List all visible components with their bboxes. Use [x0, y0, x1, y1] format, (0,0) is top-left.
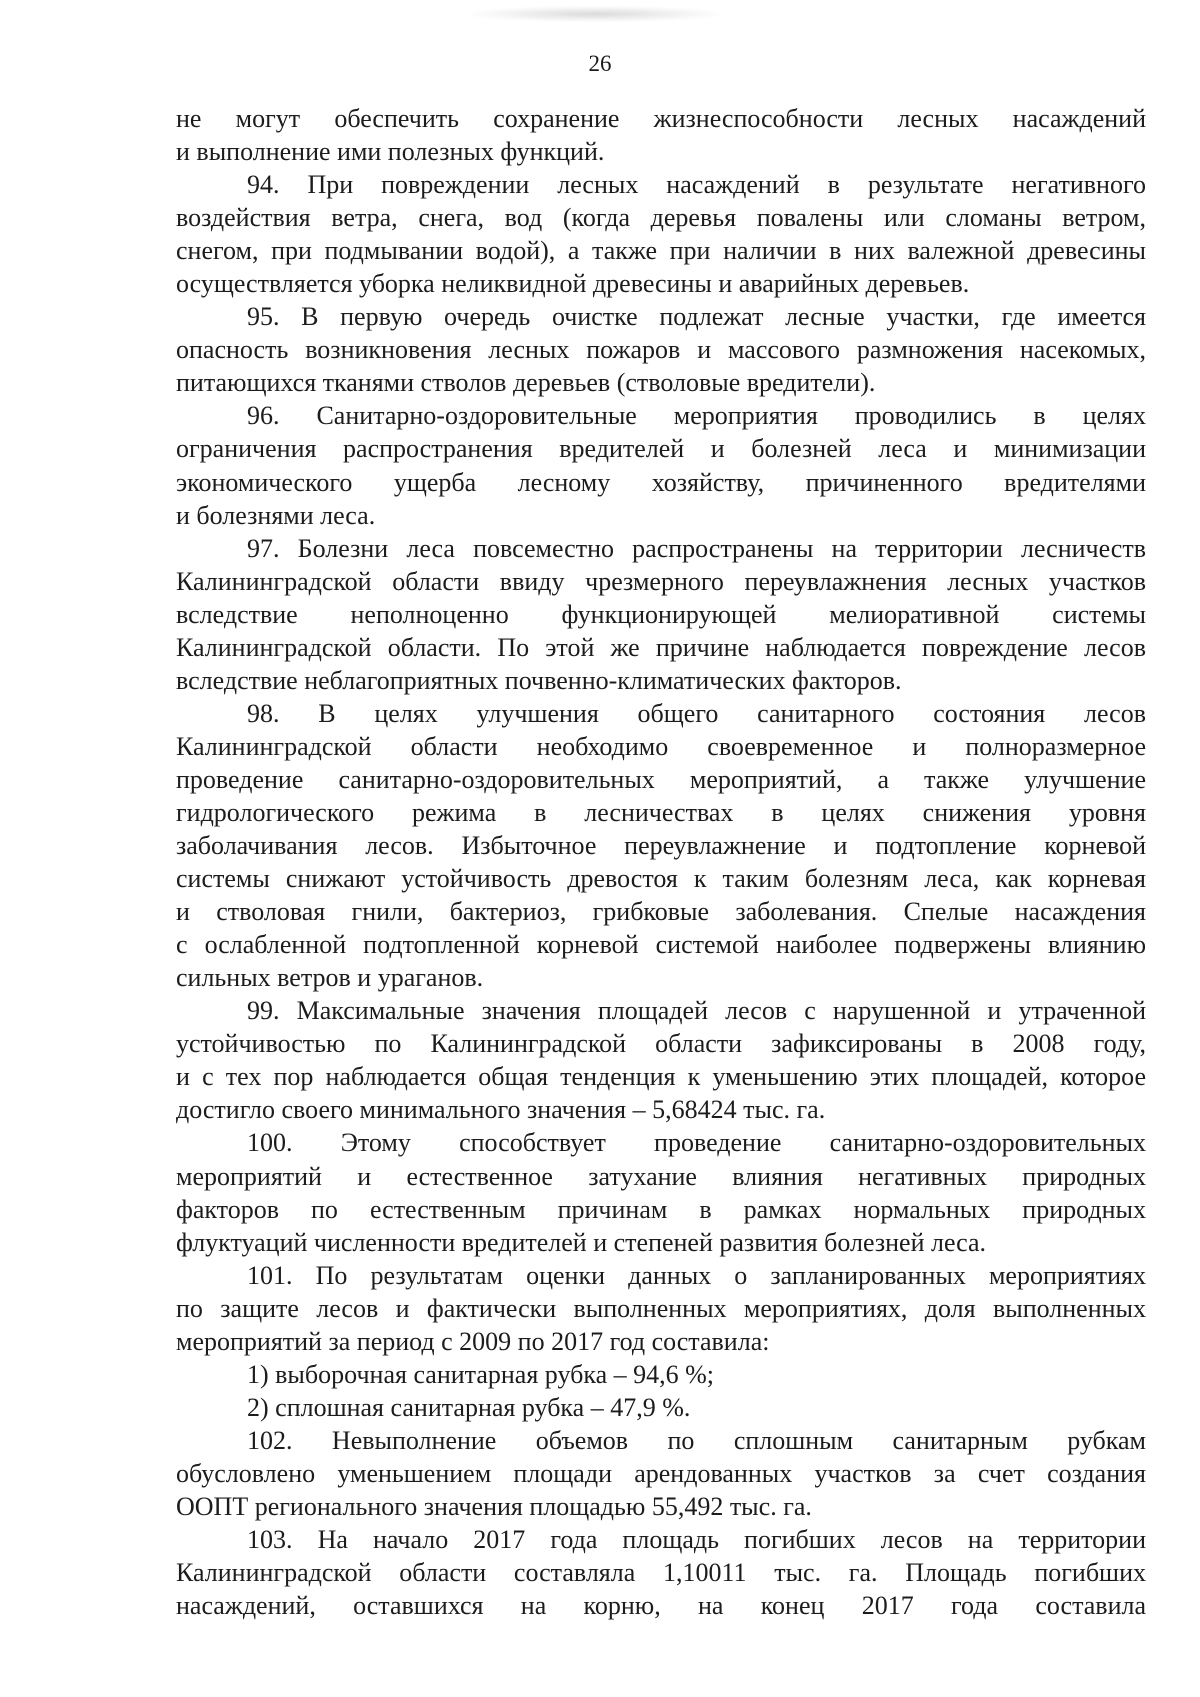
- text-line: снегом, при подмывании водой), а также при наличии в них валежной древесины: [176, 236, 1146, 266]
- text-line: воздействия ветра, снега, вод (когда деревья повалены или сломаны ветром,: [176, 203, 1146, 233]
- text-line: 103. На начало 2017 года площадь погибших лесов на территории: [247, 1525, 1146, 1555]
- text-line: 94. При повреждении лесных насаждений в результате негативного: [247, 170, 1146, 200]
- text-line: ООПТ регионального значения площадью 55,492 тыс. га.: [176, 1491, 812, 1521]
- text-line: проведение санитарно-оздоровительных мероприятий, а также улучшение: [176, 764, 1146, 794]
- text-line: и с тех пор наблюдается общая тенденция к уменьшению этих площадей, которое: [176, 1062, 1146, 1092]
- scan-artifact: [470, 6, 720, 22]
- text-line: 95. В первую очередь очистке подлежат лесные участки, где имеется: [247, 302, 1146, 332]
- text-line: и выполнение ими полезных функций.: [176, 137, 605, 167]
- document-body: [176, 102, 1146, 1622]
- text-line: 102. Невыполнение объемов по сплошным санитарным рубкам: [247, 1425, 1146, 1455]
- text-line: системы снижают устойчивость древостоя к таким болезням леса, как корневая: [176, 864, 1146, 894]
- text-line: обусловлено уменьшением площади арендованных участков за счет создания: [176, 1458, 1146, 1488]
- text-line: Калининградской области. По этой же причине наблюдается повреждение лесов: [176, 632, 1146, 662]
- text-line: достигло своего минимального значения – 5,68424 тыс. га.: [176, 1095, 826, 1125]
- text-line: по защите лесов и фактически выполненных мероприятиях, доля выполненных: [176, 1293, 1146, 1323]
- text-line: мероприятий за период с 2009 по 2017 год составила:: [176, 1326, 770, 1356]
- text-line: 2) сплошная санитарная рубка – 47,9 %.: [247, 1392, 691, 1422]
- text-line: ограничения распространения вредителей и болезней леса и минимизации: [176, 434, 1146, 464]
- text-line: и стволовая гнили, бактериоз, грибковые заболевания. Спелые насаждения: [176, 897, 1146, 927]
- text-line: 101. По результатам оценки данных о запланированных мероприятиях: [247, 1260, 1146, 1290]
- text-line: флуктуаций численности вредителей и степеней развития болезней леса.: [176, 1227, 987, 1257]
- text-line: сильных ветров и ураганов.: [176, 963, 484, 993]
- text-line: гидрологического режима в лесничествах в целях снижения уровня: [176, 797, 1146, 827]
- text-line: опасность возникновения лесных пожаров и массового размножения насекомых,: [176, 335, 1146, 365]
- text-line: вследствие неблагоприятных почвенно-климатических факторов.: [176, 665, 902, 695]
- text-line: 97. Болезни леса повсеместно распространены на территории лесничеств: [247, 533, 1146, 563]
- text-line: заболачивания лесов. Избыточное переувлажнение и подтопление корневой: [176, 831, 1146, 861]
- text-line: и болезнями леса.: [176, 500, 376, 530]
- text-line: вследствие неполноценно функционирующей мелиоративной системы: [176, 599, 1146, 629]
- text-line: с ослабленной подтопленной корневой системой наиболее подвержены влиянию: [176, 930, 1146, 960]
- page-number: 26: [588, 51, 612, 76]
- text-line: устойчивостью по Калининградской области зафиксированы в 2008 году,: [176, 1029, 1146, 1059]
- text-line: питающихся тканями стволов деревьев (стволовые вредители).: [176, 368, 876, 398]
- text-line: 99. Максимальные значения площадей лесов с нарушенной и утраченной: [247, 996, 1146, 1026]
- text-line: 100. Этому способствует проведение санитарно-оздоровительных: [247, 1128, 1146, 1158]
- text-line: Калининградской области составляла 1,10011 тыс. га. Площадь погибших: [176, 1558, 1146, 1588]
- text-line: мероприятий и естественное затухание влияния негативных природных: [176, 1161, 1146, 1191]
- text-line: не могут обеспечить сохранение жизнеспособности лесных насаждений: [176, 104, 1146, 133]
- text-line: Калининградской области необходимо своевременное и полноразмерное: [176, 731, 1146, 761]
- text-line: факторов по естественным причинам в рамках нормальных природных: [176, 1194, 1146, 1224]
- text-line: осуществляется уборка неликвидной древесины и аварийных деревьев.: [176, 269, 970, 299]
- text-line: 96. Санитарно-оздоровительные мероприятия проводились в целях: [247, 401, 1146, 431]
- text-line: 1) выборочная санитарная рубка – 94,6 %;: [247, 1359, 715, 1389]
- text-line: Калининградской области ввиду чрезмерного переувлажнения лесных участков: [176, 566, 1146, 596]
- text-line: насаждений, оставшихся на корню, на конец 2017 года составила: [176, 1591, 1146, 1621]
- text-line: экономического ущерба лесному хозяйству, причиненного вредителями: [176, 467, 1146, 497]
- text-line: 98. В целях улучшения общего санитарного состояния лесов: [247, 698, 1146, 728]
